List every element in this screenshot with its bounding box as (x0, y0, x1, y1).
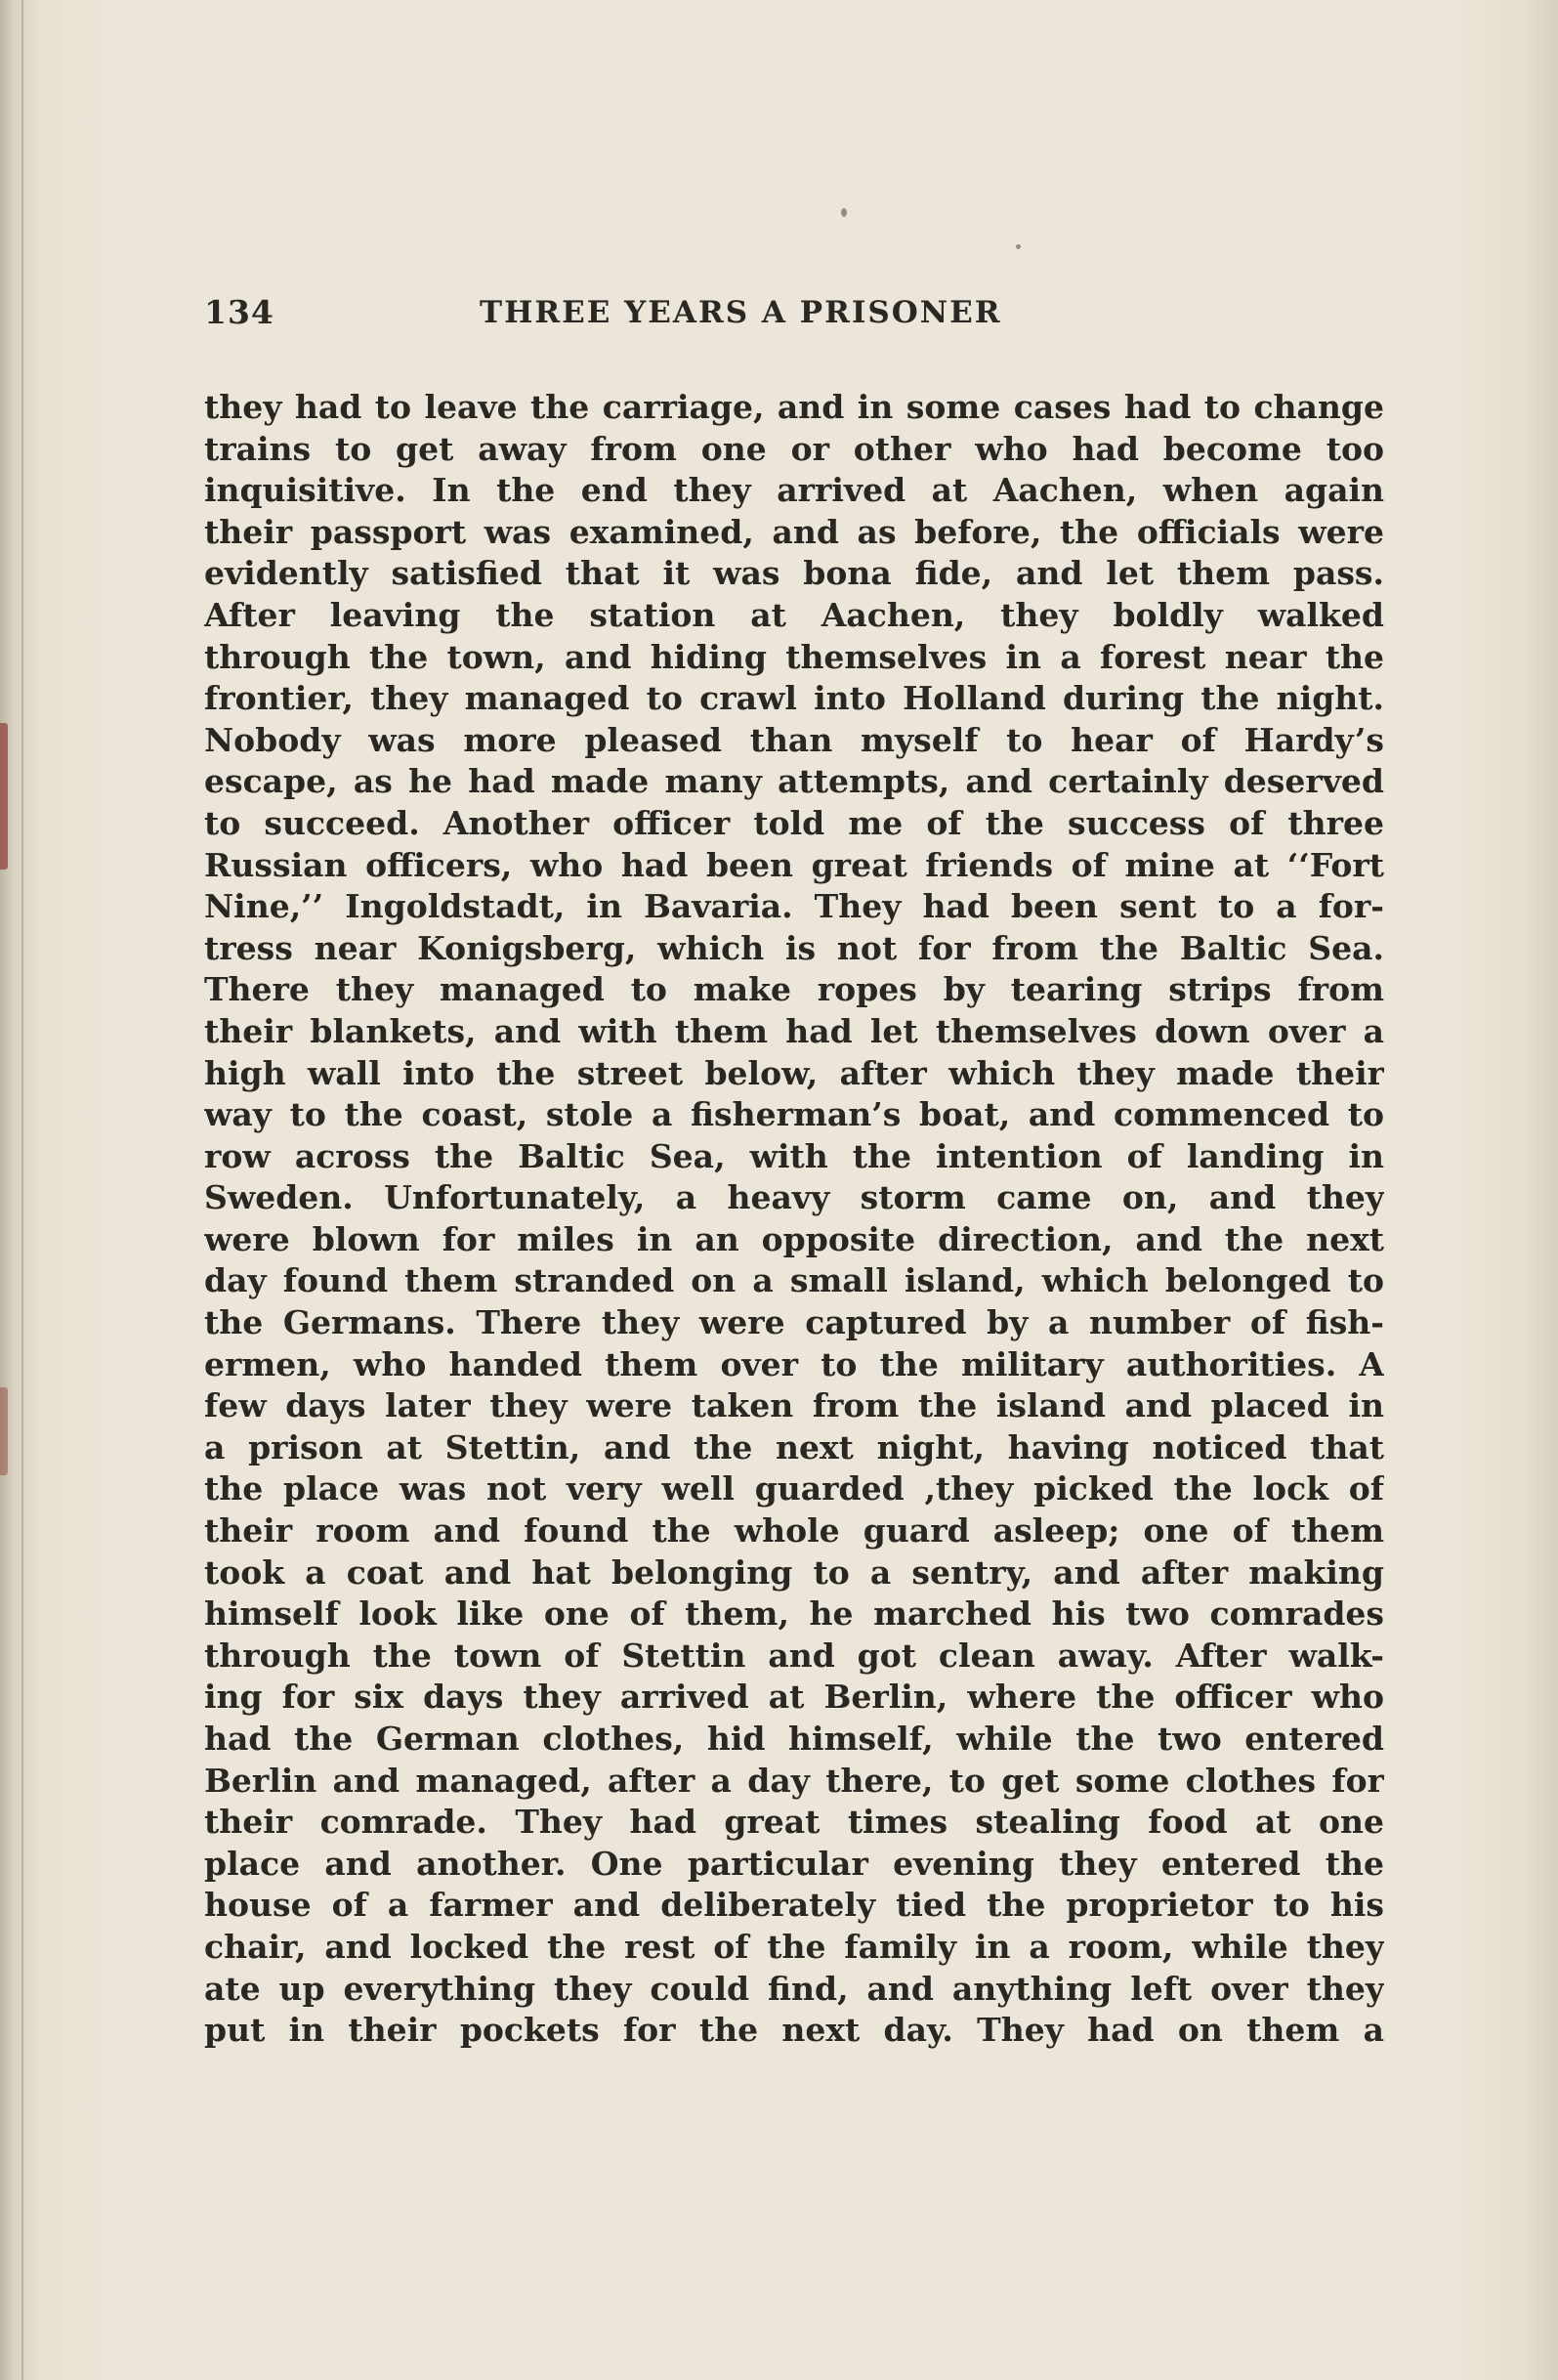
paper-speck (1016, 244, 1021, 249)
page-edge-stain (0, 723, 8, 870)
body-text (204, 387, 1384, 2052)
text-line: way to the coast, stole a fisherman’s boat, and commenced to (204, 1095, 1384, 1134)
text-line: they had to leave the carriage, and in some cases had to change (204, 388, 1384, 426)
text-line: chair, and locked the rest of the family in a room, while they (204, 1927, 1384, 1966)
text-line: ate up everything they could find, and anything left over they (204, 1969, 1384, 2008)
text-line: evidently satisfied that it was bona fide, and let them pass. (204, 554, 1384, 593)
page-header (204, 293, 1181, 342)
text-line: to succeed. Another officer told me of the success of three (204, 803, 1384, 842)
text-line: took a coat and hat belonging to a sentry, and after making (204, 1552, 1384, 1592)
text-line: the Germans. There they were captured by a number of fish- (204, 1303, 1384, 1342)
text-line: were blown for miles in an opposite direction, and the next (204, 1219, 1384, 1258)
page-edge-stain (0, 1387, 8, 1475)
running-head: THREE YEARS A PRISONER (480, 295, 1002, 330)
text-line: himself look like one of them, he marched his two comrades (204, 1594, 1384, 1634)
text-line: the place was not very well guarded ,they picked the lock of (204, 1469, 1384, 1509)
text-line: a prison at Stettin, and the next night, having noticed that (204, 1427, 1384, 1466)
text-line: ing for six days they arrived at Berlin, where the officer who (204, 1678, 1384, 1717)
text-line: Sweden. Unfortunately, a heavy storm came on, and they (204, 1178, 1384, 1217)
text-line: had the German clothes, hid himself, while the two entered (204, 1720, 1384, 1758)
gutter-line (21, 0, 23, 2380)
text-line: After leaving the station at Aachen, they boldly walked (204, 595, 1384, 634)
text-line: house of a farmer and deliberately tied the proprietor to his (204, 1886, 1384, 1925)
text-line: frontier, they managed to crawl into Holland during the night. (204, 679, 1384, 718)
text-line: Nobody was more pleased than myself to hear of Hardy’s (204, 720, 1384, 759)
text-line: their blankets, and with them had let themselves down over a (204, 1011, 1384, 1050)
text-line: row across the Baltic Sea, with the intention of landing in (204, 1136, 1384, 1175)
text-line: place and another. One particular evening they entered the (204, 1844, 1384, 1883)
text-line: escape, as he had made many attempts, and certainly deserved (204, 762, 1384, 801)
paper-speck (841, 208, 847, 217)
text-line: few days later they were taken from the island and placed in (204, 1386, 1384, 1425)
text-line: through the town, and hiding themselves in a forest near the (204, 637, 1384, 676)
text-line: put in their pockets for the next day. They had on them a (204, 2011, 1384, 2050)
text-line: high wall into the street below, after which they made their (204, 1053, 1384, 1092)
page-number: 134 (204, 293, 274, 331)
text-line: through the town of Stettin and got clean away. After walk- (204, 1636, 1384, 1675)
text-line: their room and found the whole guard asleep; one of them (204, 1511, 1384, 1551)
text-line: Nine,’’ Ingoldstadt, in Bavaria. They had been sent to a for- (204, 887, 1384, 926)
text-line: tress near Konigsberg, which is not for from the Baltic Sea. (204, 928, 1384, 967)
text-line: There they managed to make ropes by tearing strips from (204, 970, 1384, 1009)
text-line: their comrade. They had great times stealing food at one (204, 1803, 1384, 1842)
text-line: trains to get away from one or other who had become too (204, 429, 1384, 468)
text-line: Russian officers, who had been great friends of mine at ‘‘Fort (204, 845, 1384, 884)
text-line: inquisitive. In the end they arrived at Aachen, when again (204, 471, 1384, 510)
text-line: Berlin and managed, after a day there, to get some clothes for (204, 1761, 1384, 1800)
text-line: day found them stranded on a small island, which belonged to (204, 1261, 1384, 1300)
text-line: their passport was examined, and as before, the officials were (204, 512, 1384, 551)
text-line: ermen, who handed them over to the military authorities. A (204, 1344, 1384, 1383)
